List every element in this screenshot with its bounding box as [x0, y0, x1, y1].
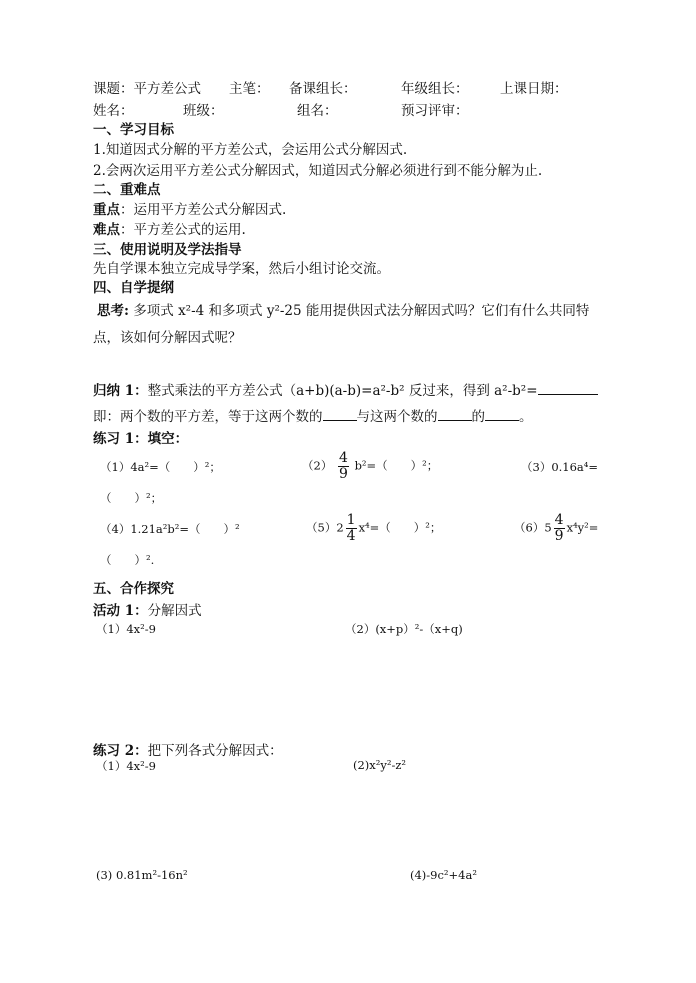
- ex1-item-3: （3）0.16a⁴=: [521, 460, 599, 474]
- activity-1-label: 活动 1：: [93, 603, 148, 619]
- class-label: 班级：: [183, 103, 224, 119]
- instructions-text: 先自学课本独立完成导学案，然后小组讨论交流。: [93, 261, 390, 277]
- ex1-item-2-prefix: （2）: [302, 458, 333, 473]
- date-label: 上课日期：: [500, 81, 568, 97]
- section-4-title: 四、自学提纲: [93, 280, 174, 296]
- activity-1: [93, 599, 202, 619]
- exercise-2: [93, 739, 283, 759]
- summary-text-2d: 。: [519, 409, 533, 425]
- key-point: [93, 198, 286, 218]
- ex1-item-5-prefix: （5）2: [306, 520, 344, 535]
- exercise-2-q2: (2)x²y²-z²: [353, 758, 407, 772]
- fraction-4-9b: [554, 513, 565, 544]
- ex1-item-2-suffix: b²=（ ）²；: [354, 458, 439, 473]
- writer-label: 主笔：: [229, 81, 270, 97]
- group-label: 组名：: [297, 103, 338, 119]
- goal-2: 2.会两次运用平方差公式分解因式，知道因式分解必须进行到不能分解为止.: [93, 163, 543, 179]
- summary-line-1: [93, 379, 598, 399]
- section-3-title: 三、使用说明及学法指导: [93, 242, 242, 258]
- difficulty-label: 难点: [93, 222, 120, 238]
- grade-leader-label: 年级组长：: [401, 81, 469, 97]
- activity-1-q1: （1）4x²-9: [96, 622, 156, 636]
- fraction-numerator: 1: [346, 512, 356, 528]
- ex1-item-6-prefix: （6）5: [514, 520, 552, 535]
- exercise-2-q1: （1）4x²-9: [96, 759, 156, 773]
- ex1-item-6: [514, 513, 598, 544]
- exercise-2-q3: (3) 0.81m²-16n²: [96, 868, 188, 882]
- summary-blank-4[interactable]: [485, 407, 519, 421]
- ex1-item-6-cont: （ ）².: [100, 553, 155, 567]
- section-5-title: 五、合作探究: [93, 581, 174, 597]
- ex1-item-6-suffix: x⁴y²=: [566, 520, 599, 535]
- summary-text-2b: 与这两个数的: [356, 409, 438, 425]
- activity-1-q2: （2）(x+p）²-（x+q): [345, 622, 463, 636]
- difficulty: [93, 218, 246, 238]
- think-text-1: 多项式 x²-4 和多项式 y²-25 能用提供因式法分解因式吗？它们有什么共同特: [133, 303, 590, 319]
- fraction-denominator: 4: [346, 528, 356, 544]
- exercise-1-title: 练习 1：填空：: [93, 431, 189, 447]
- difficulty-text: ：平方差公式的运用.: [120, 222, 246, 238]
- summary-blank-3[interactable]: [438, 407, 472, 421]
- ex1-item-4: （4）1.21a²b²=（ ）²: [100, 522, 240, 536]
- review-label: 预习评审：: [401, 103, 469, 119]
- ex1-item-5: [306, 513, 441, 544]
- section-2-title: 二、重难点: [93, 182, 161, 198]
- fraction-4-9: [338, 451, 349, 482]
- fraction-denominator: 9: [338, 466, 348, 482]
- think-line-2: 点，该如何分解因式呢？: [93, 330, 242, 346]
- name-label: 姓名：: [93, 103, 134, 119]
- exercise-2-q4: (4)-9c²+4a²: [410, 868, 477, 882]
- exercise-2-text: 把下列各式分解因式：: [147, 743, 283, 759]
- summary-label: 归纳 1：: [93, 383, 148, 399]
- section-1-title: 一、学习目标: [93, 122, 174, 138]
- summary-line-2: [93, 405, 533, 425]
- topic-label: 课题：平方差公式: [93, 81, 201, 97]
- fraction-1-4: [346, 513, 357, 544]
- fraction-denominator: 9: [554, 528, 564, 544]
- ex1-item-5-suffix: x⁴=（ ）²；: [358, 520, 442, 535]
- summary-text-2a: 即：两个数的平方差，等于这两个数的: [93, 409, 323, 425]
- activity-1-text: 分解因式: [147, 603, 202, 619]
- fraction-numerator: 4: [554, 512, 564, 528]
- exercise-2-label: 练习 2：: [93, 743, 148, 759]
- think-label: 思考:: [97, 303, 129, 319]
- ex1-item-3-cont: （ ）²；: [100, 491, 163, 505]
- summary-blank-1[interactable]: [538, 381, 598, 395]
- fraction-numerator: 4: [338, 450, 348, 466]
- think-line-1: [97, 299, 589, 319]
- key-point-label: 重点: [93, 202, 120, 218]
- goal-1: 1.知道因式分解的平方差公式，会运用公式分解因式.: [93, 142, 408, 158]
- group-leader-label: 备课组长：: [289, 81, 357, 97]
- ex1-item-2: [302, 451, 438, 482]
- summary-text-2c: 的: [471, 409, 485, 425]
- summary-text-1: 整式乘法的平方差公式（a+b)(a-b)=a²-b² 反过来，得到 a²-b²=: [147, 383, 538, 399]
- key-point-text: ：运用平方差公式分解因式.: [120, 202, 287, 218]
- summary-blank-2[interactable]: [323, 407, 357, 421]
- ex1-item-1: （1）4a²=（ ）²；: [100, 460, 221, 474]
